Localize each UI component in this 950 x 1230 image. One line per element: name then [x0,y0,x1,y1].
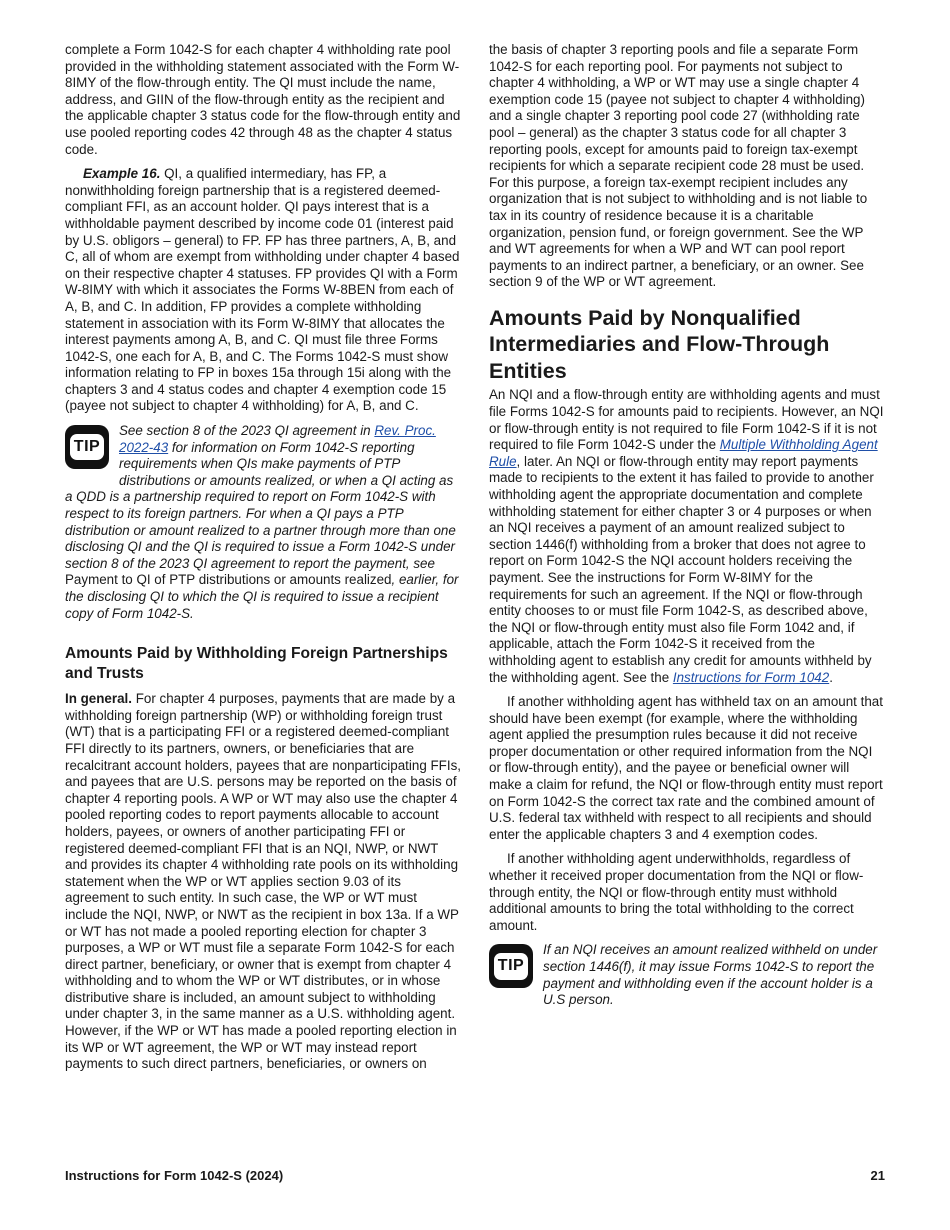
example-label: Example 16. [83,166,161,182]
run-in-heading: In general. [65,691,132,707]
page-number: 21 [870,1168,885,1183]
tip-box: TIP If an NQI receives an amount realized withheld on under section 1446(f), it may issue Forms 1042-S to report the payment and withholding even if the account holder is a U.S person. [489,942,885,1008]
right-column [489,42,885,1017]
left-column [65,42,461,1081]
paragraph: If another withholding agent underwithholds, regardless of whether it received proper documentation from the NQI or flow-through entity, the NQI or flow-through entity must withhold additional amounts to bring the total withholding to the correct amount. [489,851,864,933]
paragraph: An NQI and a flow-through entity are withholding agents and must file Forms 1042-S for amounts paid to recipients. However, an NQI or flow-through entity is not required to file Form 1042-S if it is not required to file Form 1042-S under the Multiple Withholding Agent Rule, later. An NQI or flow-through entity may report payments made to recipients to the extent it has failed to provide to another withholding agent the appropriate documentation and complete withholding statement for either chapter 3 or 4 purposes or when an NQI receives a payment of an amount realized subject to section 1446(f) withholding from a broker that does not agree to report on Form 1042-S the NQI account holders receiving the payment. See the instructions for Form W-8IMY for the requirements for such an agreement. If the NQI or flow-through entity chooses to or must file Form 1042-S, as described above, the NQI or flow-through entity must also file Form 1042 and, if applicable, attach the Form 1042-S it received from the withholding agent to establish any credit for amounts withheld by the withholding agent. See the Instructions for Form 1042. [489,387,884,685]
footer-title: Instructions for Form 1042-S (2024) [65,1168,284,1183]
example-16: Example 16. QI, a qualified intermediary, has FP, a nonwithholding foreign partnership that is a registered deemed-compliant FFI, as an account holder. QI pays interest that is a withholdable payment described by income code 01 (interest paid by U.S. obligors – general) to FP. FP has three partners, A, B, and C, all of whom are exempt from withholding under chapter 4 based on their respective chapter 4 statuses. FP provides QI with a Form W-8IMY with which it associates the Forms W-8BEN from each of A, B, and C. In addition, FP provides a complete withholding statement in association with its Form W-8IMY that allocates the interest payments among A, B, and C. QI must file three Forms 1042-S, one each for A, B, and C. The Forms 1042-S must show information relating to FP in boxes 15a through 15i along with the chapters 3 and 4 status codes and chapter 4 exemption code 15 (payee not subject to chapter 4 withholding) for A, B, and C. [65,166,460,414]
paragraph: the basis of chapter 3 reporting pools and file a separate Form 1042-S for each reporting pool. For payments not subject to chapter 4 withholding, a WP or WT may use a single chapter 4 exemption code 15 (payee not subject to chapter 4 withholding) and a single chapter 3 reporting pool code 27 (withholding rate pool – general) as the chapter 3 status code for all chapter 3 reporting pools, except for amounts paid to foreign tax-exempt recipients for which a separate recipient code 28 must be used. For this purpose, a foreign tax-exempt recipient includes any organization that is not subject to withholding and is not liable to tax in its country of residence because it is a charitable organization, pension fund, or foreign government. See the WP and WT agreements for when a WP and WT can pool report payments to an indirect partner, a beneficiary, or an owner. See section 9 of the WP or WT agreement. [489,42,868,290]
tip-icon: TIP [65,425,109,469]
paragraph: If another withholding agent has withheld tax on an amount that should have been exempt (for example, where the withholding agent applied the presumption rules because it did not receive proper documentation or other required information from the NQI or flow-through entity), and the payee or beneficial owner will make a claim for refund, the NQI or flow-through entity must report on Form 1042-S the correct tax rate and the combined amount of U.S. federal tax withheld with respect to all recipients and should enter the applicable chapters 3 and 4 exemption codes. [489,694,883,842]
section-heading: Amounts Paid by Withholding Foreign Partnerships and Trusts [65,645,448,683]
tip-box: TIP See section 8 of the 2023 QI agreement in Rev. Proc. 2022-43 for information on Form 1042-S reporting requirements when QIs make payments of PTP distributions or amounts realized, or when a QI acting as a QDD is a partnership required to report on Form 1042-S with respect to its foreign partners. For when a QI pays a PTP distribution or amount realized to a partner through more than one disclosing QI and the QI is required to issue a Form 1042-S under section 8 of the 2023 QI agreement to report the payment, see Payment to QI of PTP distributions or amounts realized, earlier, for the disclosing QI to which the QI is required to issue a recipient copy of Form 1042-S. [65,423,459,621]
instructions-form-1042-link[interactable]: Instructions for Form 1042 [672,669,830,685]
paragraph: complete a Form 1042-S for each chapter 4 withholding rate pool provided in the withholding statement associated with the Form W-8IMY of the flow-through entity. The QI must include the name, address, and GIIN of the flow-through entity as the recipient and the applicable chapter 3 status code for the flow-through entity and use pooled reporting codes 42 through 48 as the chapter 4 status code. [65,42,461,157]
paragraph: In general. For chapter 4 purposes, payments that are made by a withholding foreign partnership (WP) or withholding foreign trust (WT) that is a participating FFI or a registered deemed-compliant FFI directly to its partners, owners, or beneficiaries that are recalcitrant account holders, payees that are nonparticipating FFIs, and payees that are U.S. persons may be reported on the basis of chapter 4 reporting pools. A WP or WT may also use the chapter 4 pooled reporting codes to report payments allocable to account holders, payees, or owners of another participating FFI or registered deemed-compliant FFI that is an NQI, NWP, or NWT and provides its chapter 4 withholding rate pools on its withholding statement when the WP or WT applies section 9.03 of its agreement to such entity. In such case, the WP or WT must include the NQI, NWP, or NWT as the recipient in box 13a. If a WP or WT has not made a pooled reporting election for chapter 3 purposes, a WP or WT must file a separate Form 1042-S for each direct partner, beneficiary, or owner that is exempt from chapter 4 withholding and to whom the WP or WT distributes, or in whose distributive share is included, an amount subject to withholding under chapter 3, in the same manner as a U.S. withholding agent. However, if the WP or WT has made a pooled reporting election in its WP or WT agreement, the WP or WT may instead report payments to such direct partners, beneficiaries, or owners on [65,691,461,1072]
tip-icon: TIP [489,944,533,988]
rev-proc-link[interactable]: Rev. Proc. 2022-43 [119,423,436,455]
section-heading: Amounts Paid by Nonqualified Intermediaries and Flow-Through Entities [489,305,830,383]
multiple-withholding-agent-rule-link[interactable]: Multiple Withholding Agent Rule [489,437,878,469]
page-footer [65,1168,885,1183]
